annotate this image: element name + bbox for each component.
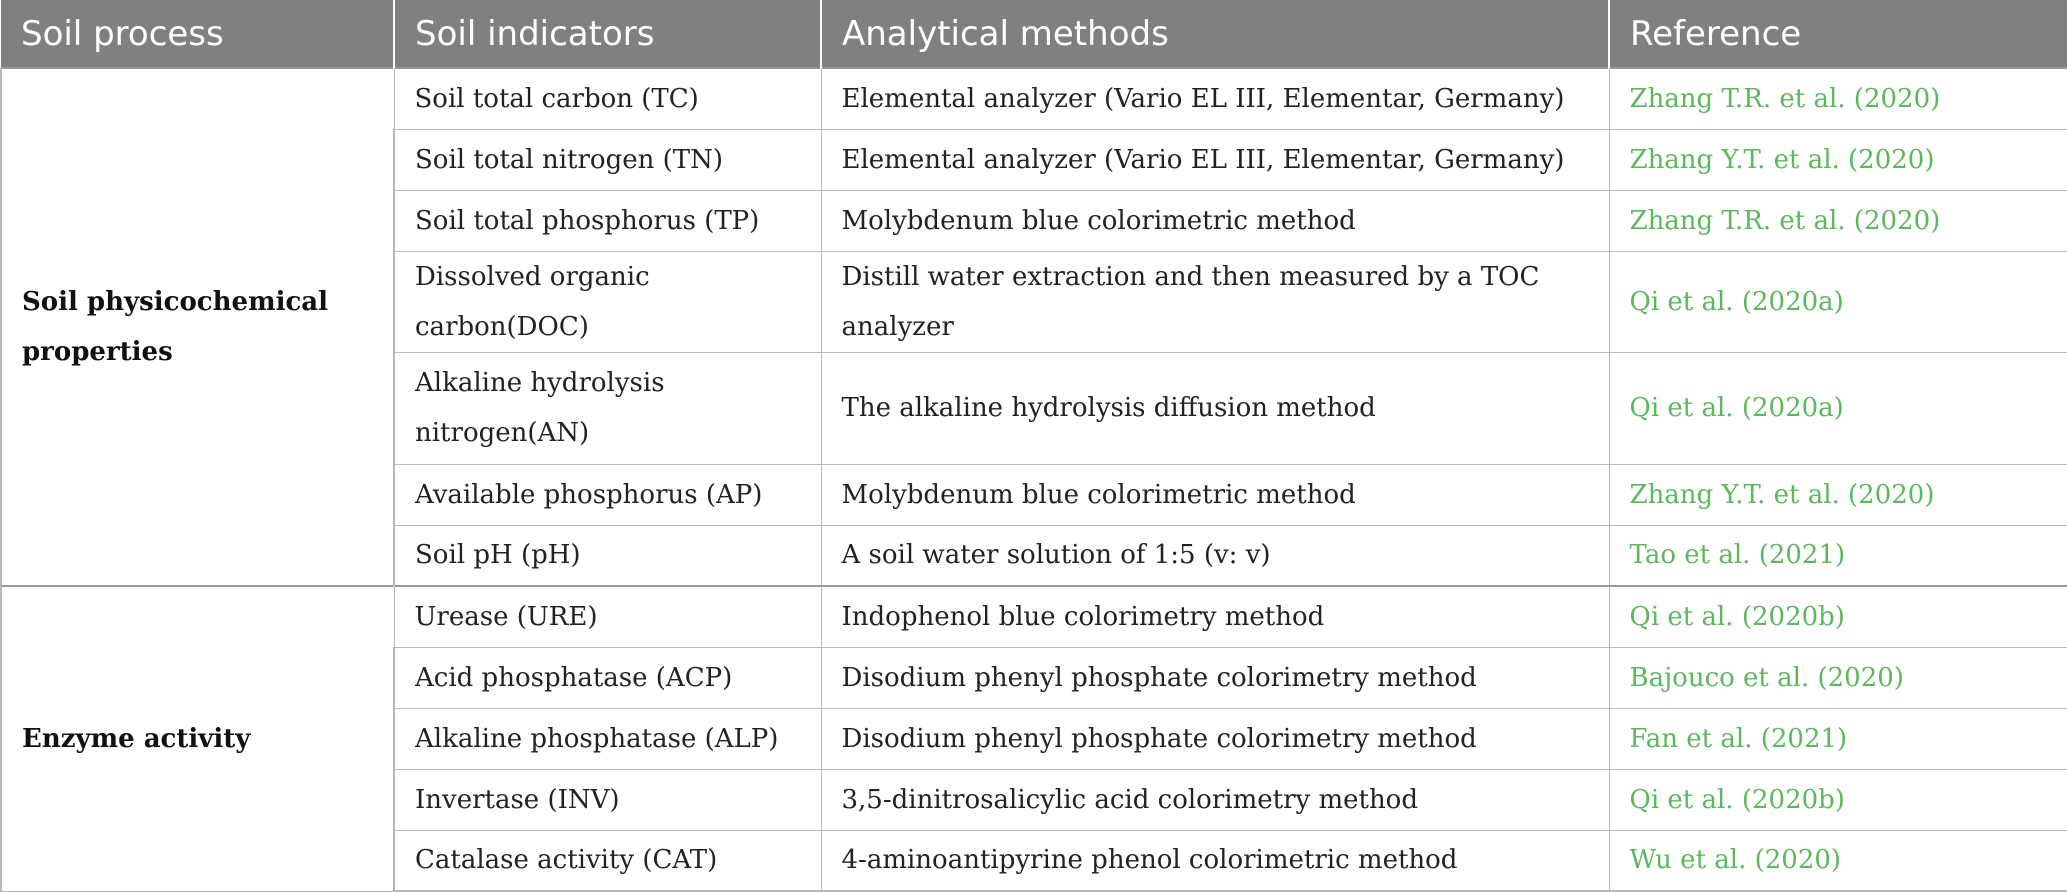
- method-cell: 4-aminoantipyrine phenol colorimetric method: [821, 830, 1609, 891]
- indicator-cell: Soil total nitrogen (TN): [394, 129, 821, 190]
- method-cell: The alkaline hydrolysis diffusion method: [821, 352, 1609, 464]
- reference-link[interactable]: Qi et al. (2020a): [1609, 352, 2067, 464]
- indicator-cell: Soil pH (pH): [394, 525, 821, 586]
- reference-link[interactable]: Qi et al. (2020b): [1609, 586, 2067, 647]
- reference-link[interactable]: Qi et al. (2020a): [1609, 251, 2067, 352]
- reference-link[interactable]: Zhang Y.T. et al. (2020): [1609, 129, 2067, 190]
- reference-link[interactable]: Zhang Y.T. et al. (2020): [1609, 464, 2067, 525]
- reference-link[interactable]: Wu et al. (2020): [1609, 830, 2067, 891]
- indicator-cell: Urease (URE): [394, 586, 821, 647]
- indicator-cell: Catalase activity (CAT): [394, 830, 821, 891]
- indicator-cell: Soil total carbon (TC): [394, 68, 821, 129]
- method-cell: Disodium phenyl phosphate colorimetry method: [821, 708, 1609, 769]
- indicator-cell: Available phosphorus (AP): [394, 464, 821, 525]
- method-cell: Elemental analyzer (Vario EL III, Elementar, Germany): [821, 68, 1609, 129]
- method-cell: Molybdenum blue colorimetric method: [821, 464, 1609, 525]
- indicator-cell: Soil total phosphorus (TP): [394, 190, 821, 251]
- indicator-cell: Dissolved organic carbon(DOC): [394, 251, 821, 352]
- process-cell-physicochemical: Soil physicochemical properties: [1, 68, 394, 586]
- reference-link[interactable]: Qi et al. (2020b): [1609, 769, 2067, 830]
- method-cell: Elemental analyzer (Vario EL III, Elementar, Germany): [821, 129, 1609, 190]
- reference-link[interactable]: Zhang T.R. et al. (2020): [1609, 190, 2067, 251]
- indicator-cell: Acid phosphatase (ACP): [394, 647, 821, 708]
- indicator-cell: Invertase (INV): [394, 769, 821, 830]
- method-cell: A soil water solution of 1:5 (v: v): [821, 525, 1609, 586]
- table-row: [1, 586, 2067, 647]
- method-cell: Disodium phenyl phosphate colorimetry method: [821, 647, 1609, 708]
- indicator-cell: Alkaline hydrolysis nitrogen(AN): [394, 352, 821, 464]
- reference-link[interactable]: Zhang T.R. et al. (2020): [1609, 68, 2067, 129]
- header-analytical-methods: Analytical methods: [821, 0, 1609, 68]
- header-reference: Reference: [1609, 0, 2067, 68]
- indicator-cell: Alkaline phosphatase (ALP): [394, 708, 821, 769]
- reference-link[interactable]: Tao et al. (2021): [1609, 525, 2067, 586]
- reference-link[interactable]: Fan et al. (2021): [1609, 708, 2067, 769]
- method-cell: Molybdenum blue colorimetric method: [821, 190, 1609, 251]
- method-cell: Distill water extraction and then measured by a TOC analyzer: [821, 251, 1609, 352]
- header-soil-process: Soil process: [1, 0, 394, 68]
- method-cell: Indophenol blue colorimetry method: [821, 586, 1609, 647]
- header-soil-indicators: Soil indicators: [394, 0, 821, 68]
- table-row: [1, 68, 2067, 129]
- reference-link[interactable]: Bajouco et al. (2020): [1609, 647, 2067, 708]
- process-cell-enzyme: Enzyme activity: [1, 586, 394, 891]
- table-header-row: [1, 0, 2067, 68]
- method-cell: 3,5-dinitrosalicylic acid colorimetry method: [821, 769, 1609, 830]
